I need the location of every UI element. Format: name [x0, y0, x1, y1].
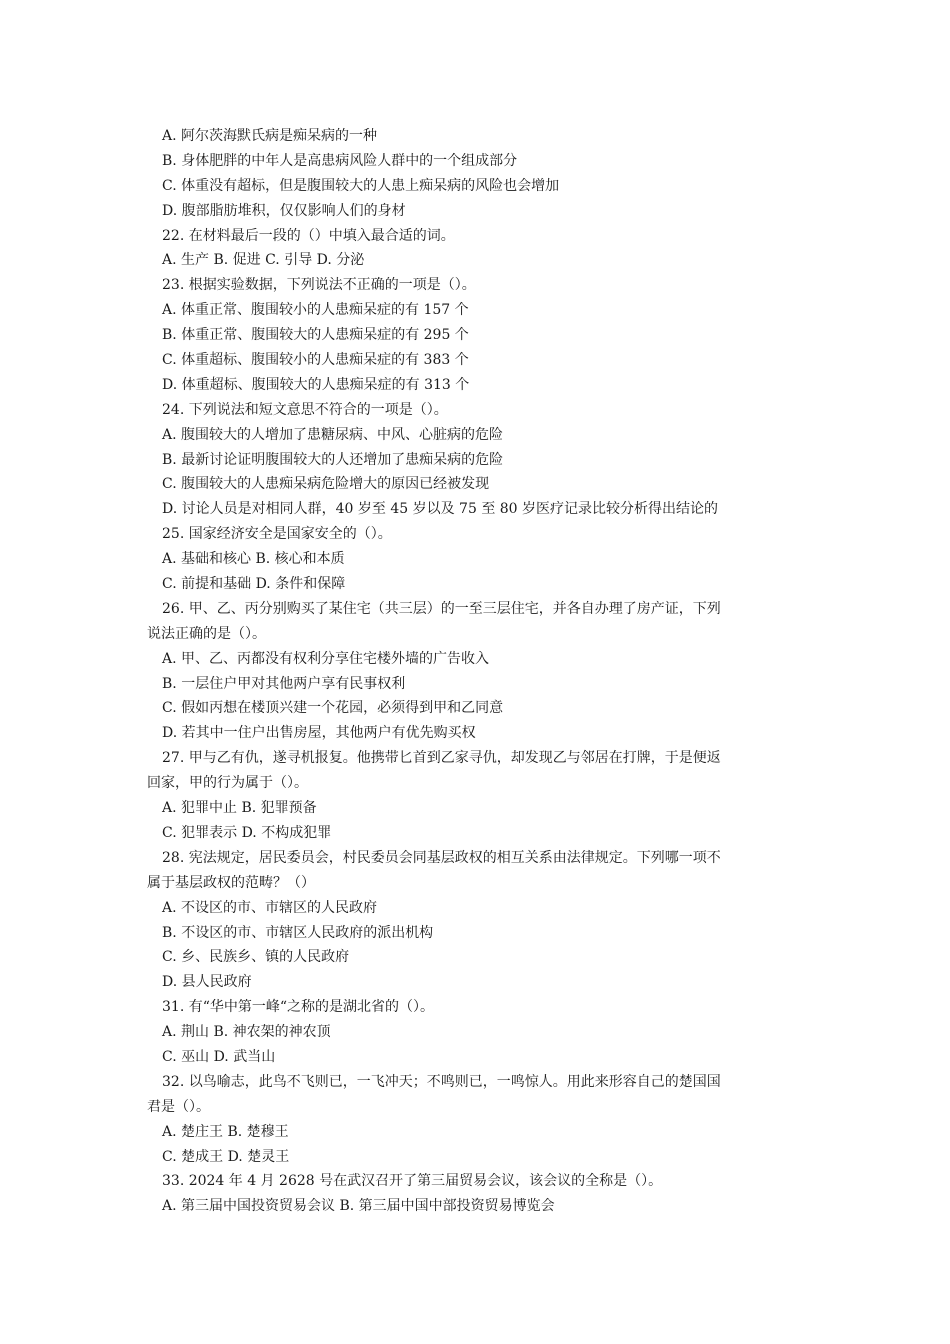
option-line: D. 若其中一住户出售房屋，其他两户有优先购买权 [162, 725, 476, 742]
question-line: 28. 宪法规定，居民委员会，村民委员会同基层政权的相互关系由法律规定。下列哪一项不 [162, 849, 721, 866]
question-line: 25. 国家经济安全是国家安全的（）。 [162, 526, 392, 543]
option-line: B. 最新讨论证明腹围较大的人还增加了患痴呆病的危险 [162, 451, 504, 468]
option-line: A. 荆山 B. 神农架的神农顶 [162, 1024, 331, 1041]
question-line: 33. 2024 年 4 月 2628 号在武汉召开了第三届贸易会议，该会议的全称是（）。 [162, 1173, 663, 1190]
option-line: A. 第三届中国投资贸易会议 B. 第三届中国中部投资贸易博览会 [162, 1198, 555, 1215]
question-line: 24. 下列说法和短文意思不符合的一项是（）。 [162, 401, 448, 418]
document-body [147, 124, 807, 1219]
option-line: A. 甲、乙、丙都没有权利分享住宅楼外墙的广告收入 [162, 650, 490, 667]
continuation-line: 说法正确的是（）。 [147, 625, 266, 642]
option-line: C. 犯罪表示 D. 不构成犯罪 [162, 824, 332, 841]
option-line: C. 腹围较大的人患痴呆病危险增大的原因已经被发现 [162, 476, 490, 493]
question-line: 22. 在材料最后一段的（）中填入最合适的词。 [162, 227, 455, 244]
option-line: B. 体重正常、腹围较大的人患痴呆症的有 295 个 [162, 327, 469, 344]
option-line: C. 假如丙想在楼顶兴建一个花园，必须得到甲和乙同意 [162, 700, 504, 717]
option-line: D. 腹部脂肪堆积，仅仅影响人们的身材 [162, 202, 406, 219]
option-line: C. 前提和基础 D. 条件和保障 [162, 576, 346, 593]
option-line: C. 体重没有超标，但是腹围较大的人患上痴呆病的风险也会增加 [162, 177, 560, 194]
question-line: 32. 以鸟喻志，此鸟不飞则已，一飞冲天；不鸣则已，一鸣惊人。用此来形容自己的楚国国 [162, 1073, 721, 1090]
option-line: C. 楚成王 D. 楚灵王 [162, 1148, 290, 1165]
option-line: D. 体重超标、腹围较大的人患痴呆症的有 313 个 [162, 376, 470, 393]
option-line: A. 楚庄王 B. 楚穆王 [162, 1123, 289, 1140]
option-line: C. 巫山 D. 武当山 [162, 1048, 276, 1065]
option-line: A. 体重正常、腹围较小的人患痴呆症的有 157 个 [162, 302, 469, 319]
option-line: A. 基础和核心 B. 核心和本质 [162, 551, 345, 568]
continuation-line: 回家，甲的行为属于（）。 [147, 775, 308, 792]
option-line: D. 县人民政府 [162, 974, 252, 991]
option-line: B. 不设区的市、市辖区人民政府的派出机构 [162, 924, 434, 941]
option-line: A. 生产 B. 促进 C. 引导 D. 分泌 [162, 252, 365, 269]
option-line: C. 体重超标、腹围较小的人患痴呆症的有 383 个 [162, 352, 469, 369]
option-line: A. 不设区的市、市辖区的人民政府 [162, 899, 378, 916]
option-line: B. 一层住户甲对其他两户享有民事权利 [162, 675, 406, 692]
option-line: B. 身体肥胖的中年人是高患病风险人群中的一个组成部分 [162, 152, 518, 169]
option-line: A. 腹围较大的人增加了患糖尿病、中风、心脏病的危险 [162, 426, 504, 443]
option-line: C. 乡、民族乡、镇的人民政府 [162, 949, 350, 966]
question-line: 26. 甲、乙、丙分别购买了某住宅（共三层）的一至三层住宅，并各自办理了房产证，下列 [162, 600, 721, 617]
option-line: A. 犯罪中止 B. 犯罪预备 [162, 800, 317, 817]
continuation-line: 君是（）。 [147, 1098, 210, 1115]
option-line: D. 讨论人员是对相同人群，40 岁至 45 岁以及 75 至 80 岁医疗记录比较分析得出结论的 [162, 501, 719, 518]
continuation-line: 属于基层政权的范畴？（） [147, 874, 315, 891]
question-line: 31. 有“华中第一峰“之称的是湖北省的（）。 [162, 999, 435, 1016]
question-line: 23. 根据实验数据，下列说法不正确的一项是（）。 [162, 277, 476, 294]
option-line: A. 阿尔茨海默氏病是痴呆病的一种 [162, 128, 378, 144]
question-line: 27. 甲与乙有仇，遂寻机报复。他携带匕首到乙家寻仇，却发现乙与邻居在打牌，于是便返 [162, 750, 721, 767]
